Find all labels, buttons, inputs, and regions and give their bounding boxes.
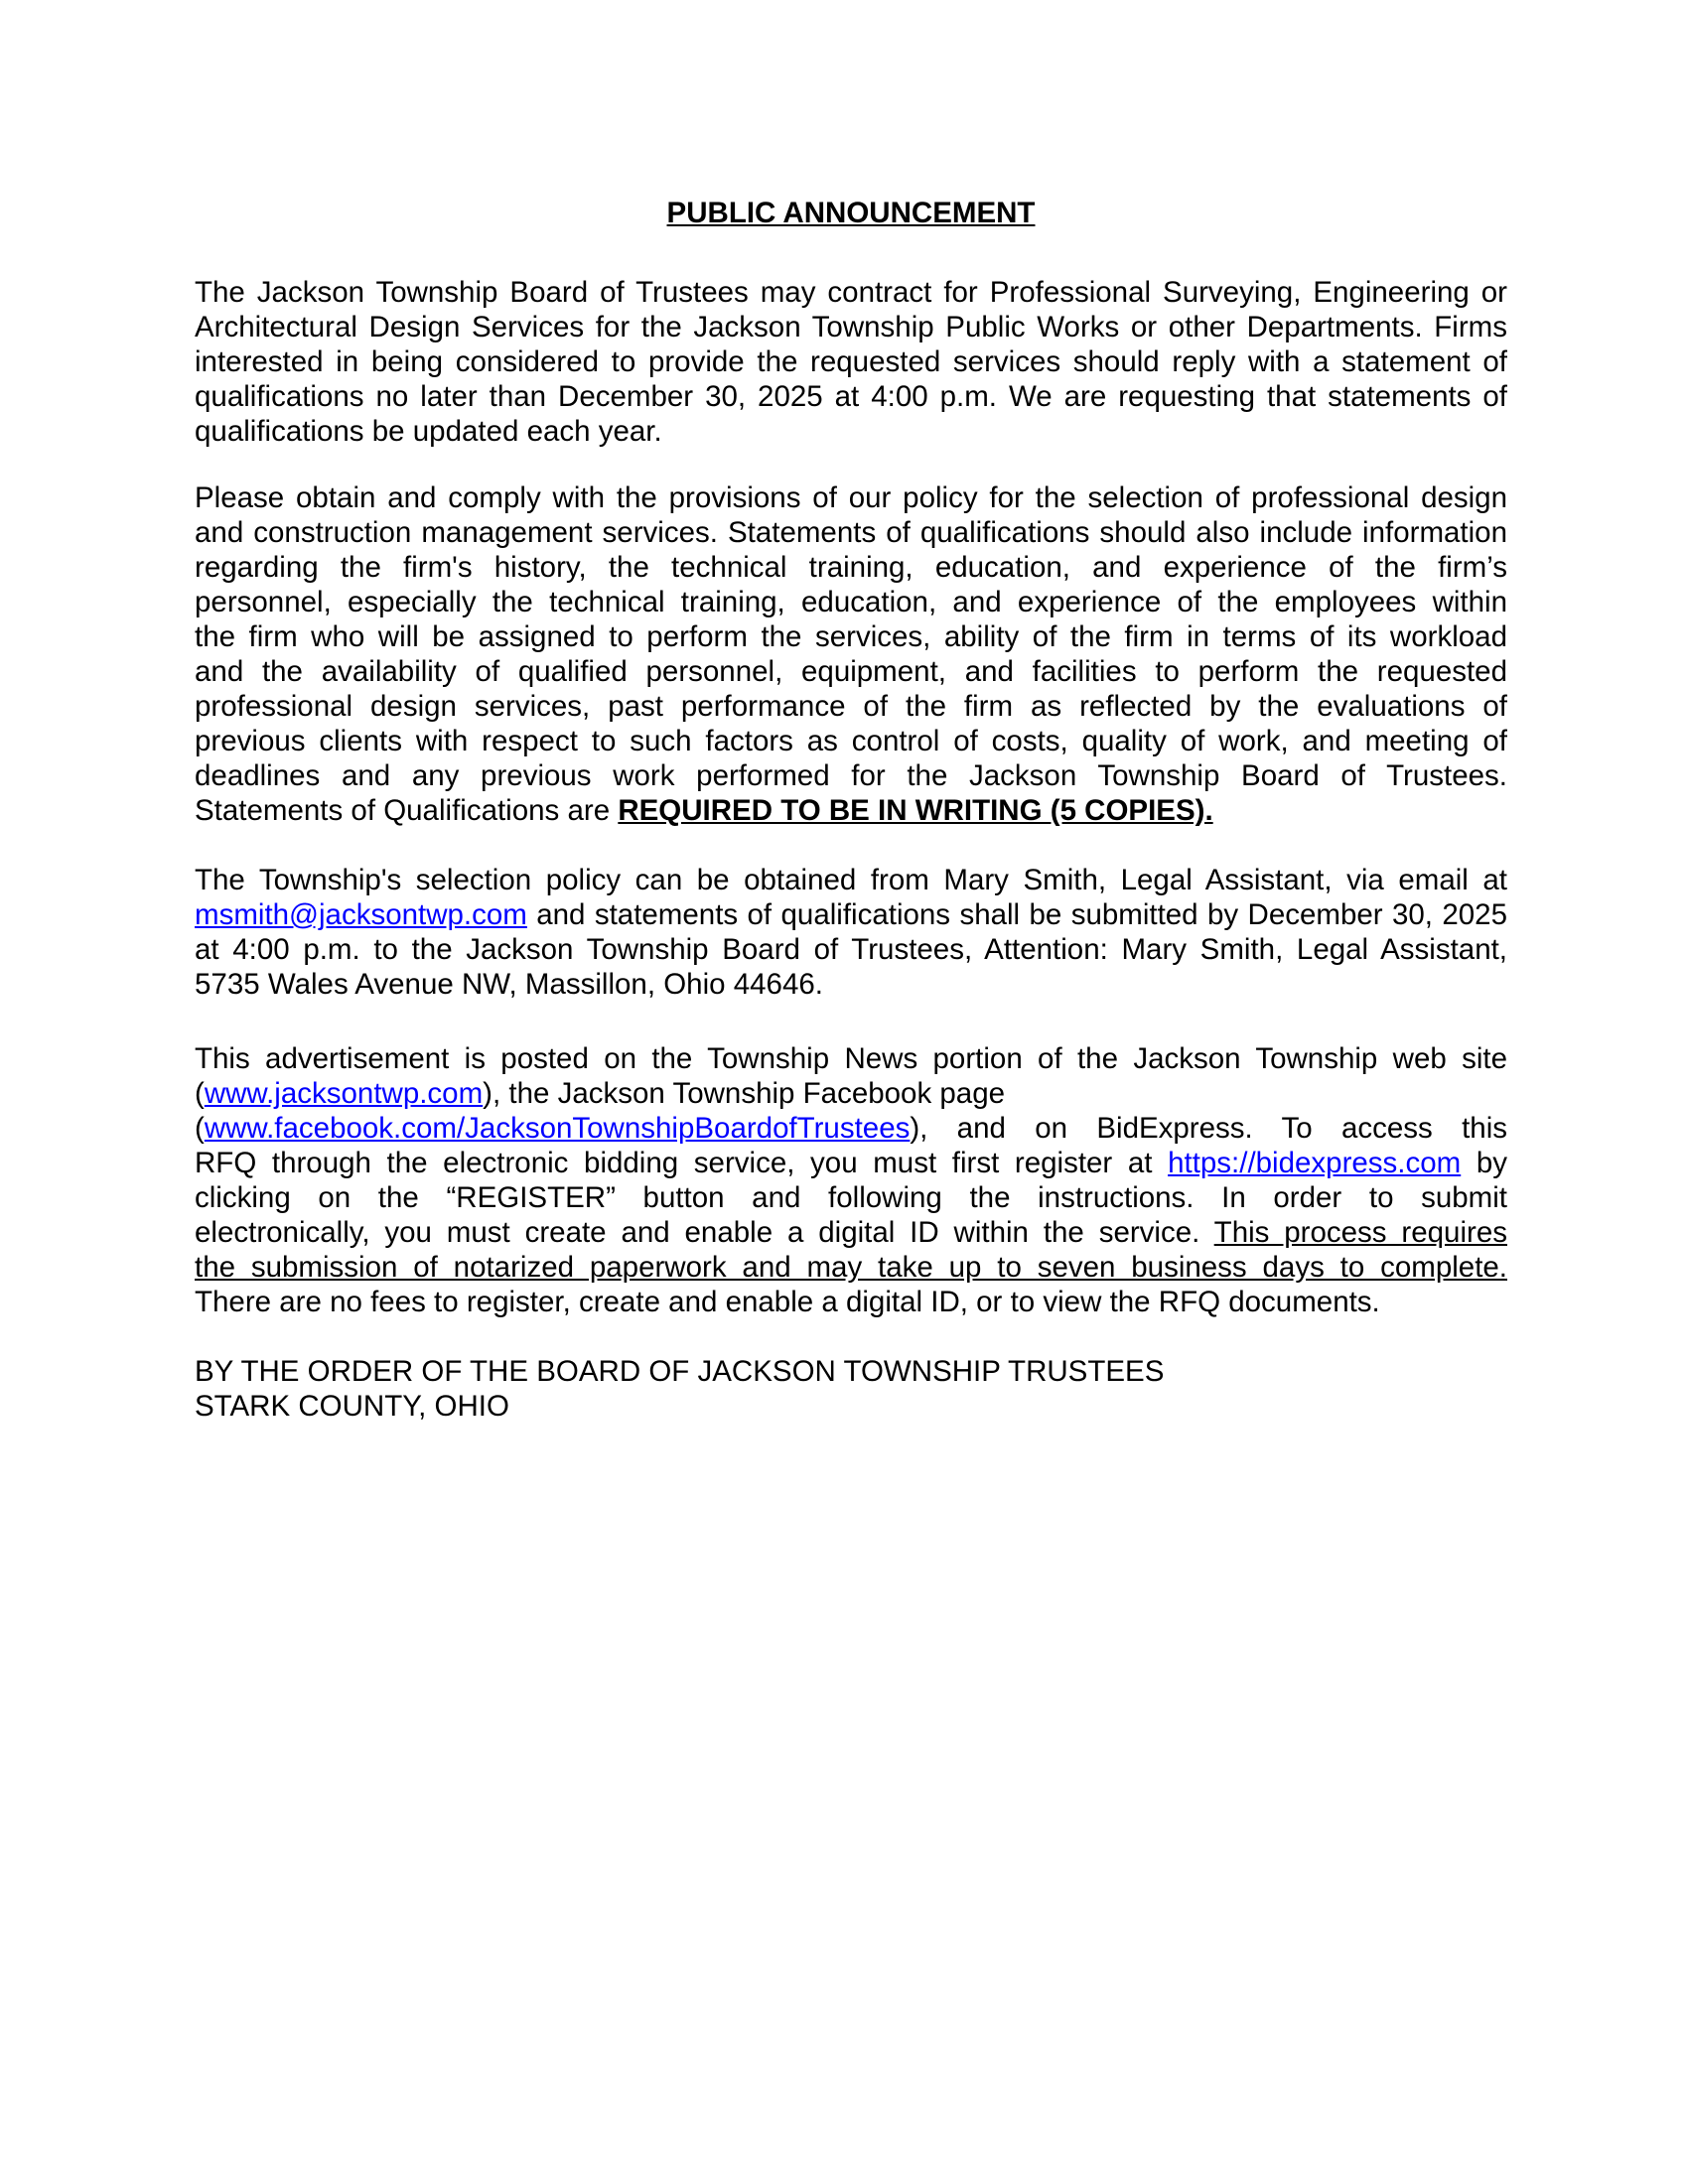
text-segment: ( bbox=[195, 1112, 205, 1145]
text-line bbox=[195, 1389, 1507, 1424]
text-segment: This advertisement is posted on the Township News portion of the Jackson Township web site bbox=[195, 1042, 1507, 1075]
text-line bbox=[195, 1041, 1507, 1076]
paragraph-1 bbox=[195, 275, 1507, 449]
document-title-text: PUBLIC ANNOUNCEMENT bbox=[666, 197, 1036, 229]
text-segment: clicking on the “REGISTER” button and following the instructions. In order to submit bbox=[195, 1181, 1507, 1214]
hyperlink[interactable]: msmith@jacksontwp.com bbox=[195, 898, 527, 931]
text-segment: regarding the firm's history, the technical training, education, and experience of the firm’s bbox=[195, 551, 1507, 584]
text-segment: RFQ through the electronic bidding service, you must first register at bbox=[195, 1147, 1169, 1179]
text-line bbox=[195, 1285, 1507, 1319]
text-segment: previous clients with respect to such factors as control of costs, quality of work, and meeting of bbox=[195, 725, 1507, 757]
text-segment: and statements of qualifications shall be submitted by December 30, 2025 bbox=[526, 898, 1507, 931]
text-segment: professional design services, past performance of the firm as reflected by the evaluations of bbox=[195, 690, 1507, 723]
closing bbox=[195, 1354, 1507, 1424]
text-line bbox=[195, 724, 1507, 758]
text-segment: Statements of Qualifications are bbox=[195, 794, 619, 827]
text-line bbox=[195, 689, 1507, 724]
text-segment: at 4:00 p.m. to the Jackson Township Board of Trustees, Attention: Mary Smith, Legal Assistant, bbox=[195, 933, 1507, 966]
text-line bbox=[195, 932, 1507, 967]
text-line bbox=[195, 758, 1507, 793]
text-segment: the submission of notarized paperwork and may take up to seven business days to complete. bbox=[195, 1251, 1507, 1284]
text-line bbox=[195, 1180, 1507, 1215]
text-line bbox=[195, 310, 1507, 344]
text-segment: electronically, you must create and enable a digital ID within the service. bbox=[195, 1216, 1214, 1249]
text-line bbox=[195, 1076, 1507, 1111]
text-line bbox=[195, 480, 1507, 515]
text-segment: deadlines and any previous work performed for the Jackson Township Board of Trustees. bbox=[195, 759, 1507, 792]
text-segment: and the availability of qualified personnel, equipment, and facilities to perform the requested bbox=[195, 655, 1507, 688]
text-line bbox=[195, 275, 1507, 310]
text-segment: qualifications be updated each year. bbox=[195, 415, 662, 448]
text-line bbox=[195, 1250, 1507, 1285]
text-line bbox=[195, 550, 1507, 585]
text-segment: qualifications no later than December 30, 2025 at 4:00 p.m. We are requesting that statements of bbox=[195, 380, 1507, 413]
text-segment: This process requires bbox=[1213, 1216, 1507, 1249]
text-line bbox=[195, 1146, 1507, 1180]
paragraph-3 bbox=[195, 863, 1507, 1002]
text-line bbox=[195, 379, 1507, 414]
text-line bbox=[195, 793, 1507, 828]
text-line bbox=[195, 585, 1507, 619]
text-line bbox=[195, 967, 1507, 1002]
text-segment: Please obtain and comply with the provisions of our policy for the selection of professional design bbox=[195, 481, 1507, 514]
document-title bbox=[195, 196, 1507, 230]
text-line bbox=[195, 515, 1507, 550]
text-line bbox=[195, 897, 1507, 932]
text-segment: BY THE ORDER OF THE BOARD OF JACKSON TOWNSHIP TRUSTEES bbox=[195, 1355, 1165, 1388]
text-segment: interested in being considered to provide the requested services should reply with a statement of bbox=[195, 345, 1507, 378]
hyperlink[interactable]: www.facebook.com/JacksonTownshipBoardofTrustees bbox=[204, 1112, 911, 1145]
text-segment: The Township's selection policy can be obtained from Mary Smith, Legal Assistant, via email at bbox=[195, 864, 1507, 896]
text-line bbox=[195, 344, 1507, 379]
text-segment: REQUIRED TO BE IN WRITING (5 COPIES). bbox=[618, 794, 1213, 827]
paragraph-4 bbox=[195, 1041, 1507, 1319]
text-segment: 5735 Wales Avenue NW, Massillon, Ohio 44646. bbox=[195, 968, 823, 1001]
text-segment: by bbox=[1461, 1147, 1508, 1179]
paragraph-2 bbox=[195, 480, 1507, 828]
text-line bbox=[195, 1354, 1507, 1389]
text-segment: There are no fees to register, create and enable a digital ID, or to view the RFQ documents. bbox=[195, 1286, 1380, 1318]
text-segment: ), and on BidExpress. To access this bbox=[910, 1112, 1507, 1145]
text-segment: personnel, especially the technical training, education, and experience of the employees within bbox=[195, 586, 1507, 618]
text-line bbox=[195, 1215, 1507, 1250]
text-segment: The Jackson Township Board of Trustees may contract for Professional Surveying, Engineering or bbox=[195, 276, 1507, 309]
text-line bbox=[195, 863, 1507, 897]
text-segment: Architectural Design Services for the Jackson Township Public Works or other Departments. Firms bbox=[195, 311, 1507, 343]
text-line bbox=[195, 1111, 1507, 1146]
text-segment: the firm who will be assigned to perform the services, ability of the firm in terms of its workload bbox=[195, 620, 1507, 653]
text-segment: ( bbox=[195, 1077, 205, 1110]
hyperlink[interactable]: https://bidexpress.com bbox=[1168, 1147, 1462, 1179]
hyperlink[interactable]: www.jacksontwp.com bbox=[204, 1077, 484, 1110]
text-line bbox=[195, 414, 1507, 449]
text-segment: and construction management services. Statements of qualifications should also include information bbox=[195, 516, 1507, 549]
text-segment: ), the Jackson Township Facebook page bbox=[483, 1077, 1006, 1110]
text-segment: STARK COUNTY, OHIO bbox=[195, 1390, 509, 1423]
text-line bbox=[195, 654, 1507, 689]
text-line bbox=[195, 619, 1507, 654]
